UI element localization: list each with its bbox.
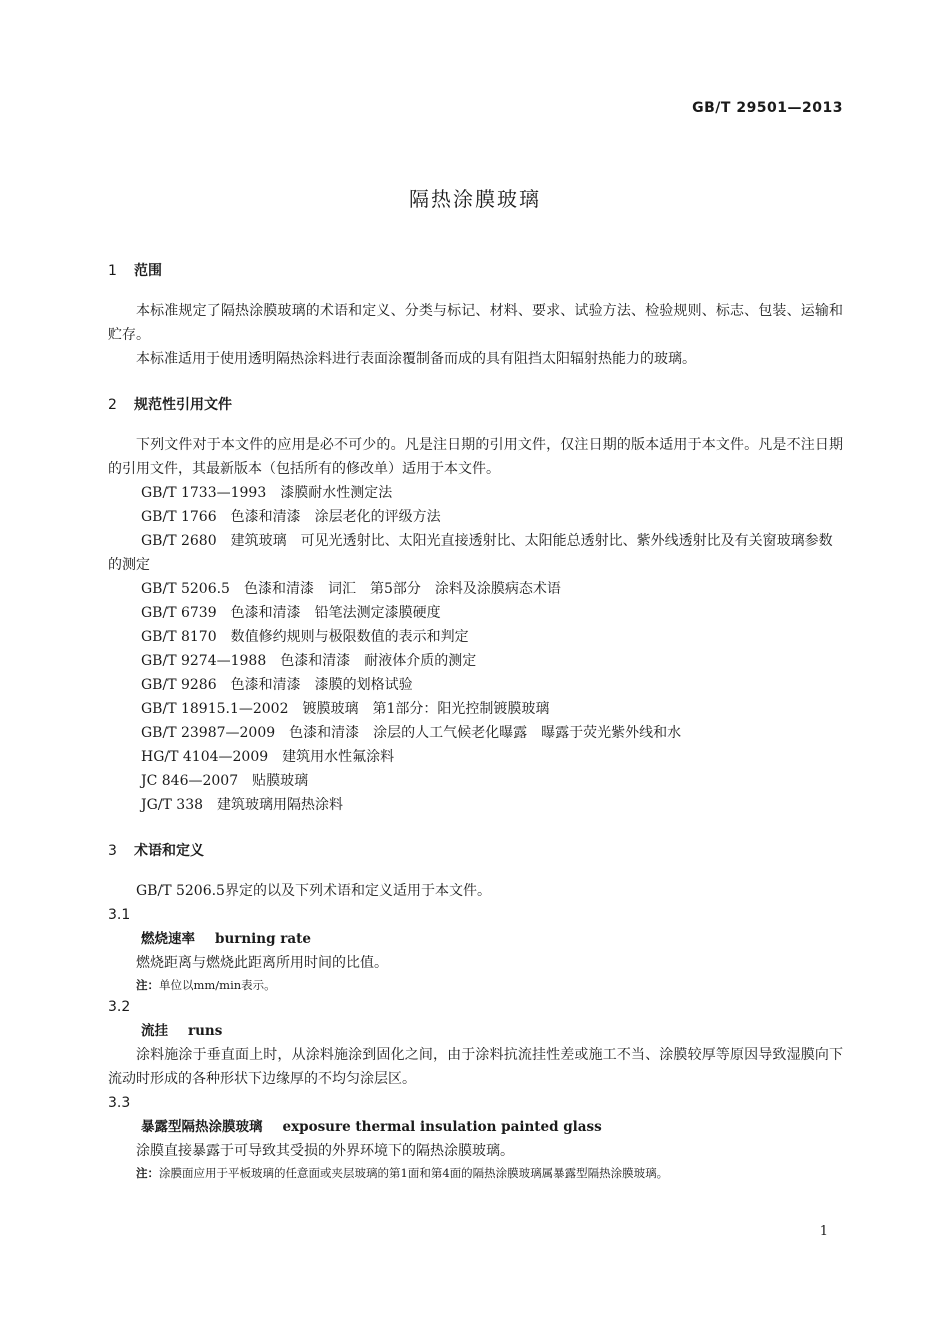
term-en: exposure thermal insulation painted glass xyxy=(282,1119,602,1135)
section-title: 术语和定义 xyxy=(134,843,204,859)
reference-item: GB/T 2680 建筑玻璃 可见光透射比、太阳光直接透射比、太阳能总透射比、紫外线透射比及有关窗玻璃参数的测定 xyxy=(108,533,833,573)
term-number: 3.3 xyxy=(108,1095,131,1111)
term-definition: 燃烧距离与燃烧此距离所用时间的比值。 xyxy=(136,955,388,971)
section-heading-scope xyxy=(108,255,843,287)
reference-item: JC 846—2007 贴膜玻璃 xyxy=(141,773,309,789)
document-title: 隔热涂膜玻璃 xyxy=(409,187,541,211)
reference-item: GB/T 8170 数值修约规则与极限数值的表示和判定 xyxy=(141,629,469,645)
reference-item: GB/T 5206.5 色漆和清漆 词汇 第5部分 涂料及涂膜病态术语 xyxy=(141,581,561,597)
reference-item: GB/T 9286 色漆和清漆 漆膜的划格试验 xyxy=(141,677,413,693)
reference-item: HG/T 4104—2009 建筑用水性氟涂料 xyxy=(141,749,395,765)
section-number: 2 xyxy=(108,397,117,413)
term-name xyxy=(108,1019,843,1043)
term-number: 3.1 xyxy=(108,907,131,923)
paragraph: GB/T 5206.5界定的以及下列术语和定义适用于本文件。 xyxy=(136,883,491,899)
term-name xyxy=(108,1115,843,1139)
reference-item: GB/T 6739 色漆和清漆 铅笔法测定漆膜硬度 xyxy=(141,605,441,621)
term-definition: 涂膜直接暴露于可导致其受损的外界环境下的隔热涂膜玻璃。 xyxy=(136,1143,514,1159)
term-note xyxy=(108,975,843,995)
note-label: 注： xyxy=(136,978,159,992)
term-en: runs xyxy=(188,1023,223,1039)
paragraph: 下列文件对于本文件的应用是必不可少的。凡是注日期的引用文件，仅注日期的版本适用于本文件。凡是不注日期的引用文件，其最新版本（包括所有的修改单）适用于本文件。 xyxy=(108,437,843,477)
term-note xyxy=(108,1163,843,1183)
note-text: 单位以mm/min表示。 xyxy=(159,978,276,992)
term-zh: 燃烧速率 xyxy=(141,931,195,947)
paragraph: 本标准规定了隔热涂膜玻璃的术语和定义、分类与标记、材料、要求、试验方法、检验规则、标志、包装、运输和贮存。 xyxy=(108,303,843,343)
note-text: 涂膜面应用于平板玻璃的任意面或夹层玻璃的第1面和第4面的隔热涂膜玻璃属暴露型隔热涂膜玻璃。 xyxy=(159,1166,669,1180)
term-name xyxy=(108,927,843,951)
section-title: 规范性引用文件 xyxy=(134,397,232,413)
note-label: 注： xyxy=(136,1166,159,1180)
reference-item: GB/T 23987—2009 色漆和清漆 涂层的人工气候老化曝露 曝露于荧光紫外线和水 xyxy=(141,725,682,741)
standard-code: GB/T 29501—2013 xyxy=(692,100,843,116)
page-number: 1 xyxy=(819,1224,828,1239)
term-number: 3.2 xyxy=(108,999,131,1015)
term-zh: 流挂 xyxy=(141,1023,168,1039)
paragraph: 本标准适用于使用透明隔热涂料进行表面涂覆制备而成的具有阻挡太阳辐射热能力的玻璃。 xyxy=(136,351,696,367)
term-definition: 涂料施涂于垂直面上时，从涂料施涂到固化之间，由于涂料抗流挂性差或施工不当、涂膜较厚等原因导致湿膜向下流动时形成的各种形状下边缘厚的不均匀涂层区。 xyxy=(108,1047,843,1087)
section-heading-terms-definitions xyxy=(108,835,843,867)
reference-item: GB/T 1766 色漆和清漆 涂层老化的评级方法 xyxy=(141,509,441,525)
reference-item: GB/T 1733—1993 漆膜耐水性测定法 xyxy=(141,485,393,501)
section-number: 3 xyxy=(108,843,117,859)
section-title: 范围 xyxy=(134,263,162,279)
term-en: burning rate xyxy=(215,931,311,947)
reference-item: GB/T 9274—1988 色漆和清漆 耐液体介质的测定 xyxy=(141,653,477,669)
section-heading-normative-references xyxy=(108,389,843,421)
reference-item: JG/T 338 建筑玻璃用隔热涂料 xyxy=(141,797,344,813)
reference-item: GB/T 18915.1—2002 镀膜玻璃 第1部分：阳光控制镀膜玻璃 xyxy=(141,701,550,717)
term-zh: 暴露型隔热涂膜玻璃 xyxy=(141,1119,263,1135)
section-number: 1 xyxy=(108,263,117,279)
document-body xyxy=(108,255,843,1183)
